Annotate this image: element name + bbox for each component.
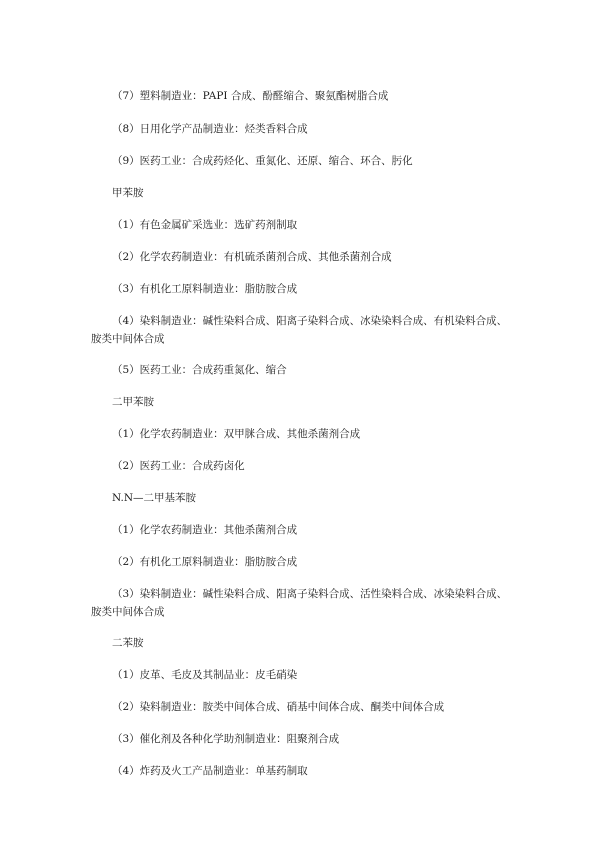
list-item: （1）有色金属矿采选业：选矿药剂制取 — [112, 219, 298, 231]
list-item: （1）皮革、毛皮及其制品业：皮毛硝染 — [112, 669, 298, 681]
section-heading: N.N—二甲基苯胺 — [112, 492, 197, 504]
list-item: （1）化学农药制造业：双甲脒合成、其他杀菌剂合成 — [112, 428, 361, 440]
list-item: （7）塑料制造业：PAPI 合成、酚醛缩合、聚氨酯树脂合成 — [112, 90, 389, 102]
list-item: （9）医药工业：合成药烃化、重氮化、还原、缩合、环合、肟化 — [112, 155, 413, 167]
list-item: （4）染料制造业：碱性染料合成、阳离子染料合成、冰染染料合成、有机染料合成、 — [112, 315, 508, 327]
list-item: （2）染料制造业：胺类中间体合成、硝基中间体合成、酮类中间体合成 — [112, 701, 445, 713]
list-item: （5）医药工业：合成药重氮化、缩合 — [112, 364, 287, 376]
section-heading: 二苯胺 — [112, 637, 144, 649]
list-item: （3）有机化工原料制造业：脂肪胺合成 — [112, 283, 298, 295]
list-item: （1）化学农药制造业：其他杀菌剂合成 — [112, 524, 298, 536]
list-item: （2）医药工业：合成药卤化 — [112, 460, 245, 472]
list-item-continuation: 胺类中间体合成 — [91, 333, 165, 345]
section-heading: 甲苯胺 — [112, 187, 144, 199]
section-heading: 二甲苯胺 — [112, 396, 154, 408]
list-item: （3）催化剂及各种化学助剂制造业：阻聚剂合成 — [112, 733, 340, 745]
list-item: （8）日用化学产品制造业：烃类香料合成 — [112, 123, 308, 135]
list-item: （4）炸药及火工产品制造业：单基药制取 — [112, 765, 308, 777]
list-item: （2）化学农药制造业：有机硫杀菌剂合成、其他杀菌剂合成 — [112, 251, 392, 263]
list-item-continuation: 胺类中间体合成 — [91, 606, 165, 618]
list-item: （2）有机化工原料制造业：脂肪胺合成 — [112, 556, 298, 568]
list-item: （3）染料制造业：碱性染料合成、阳离子染料合成、活性染料合成、冰染染料合成、 — [112, 588, 508, 600]
